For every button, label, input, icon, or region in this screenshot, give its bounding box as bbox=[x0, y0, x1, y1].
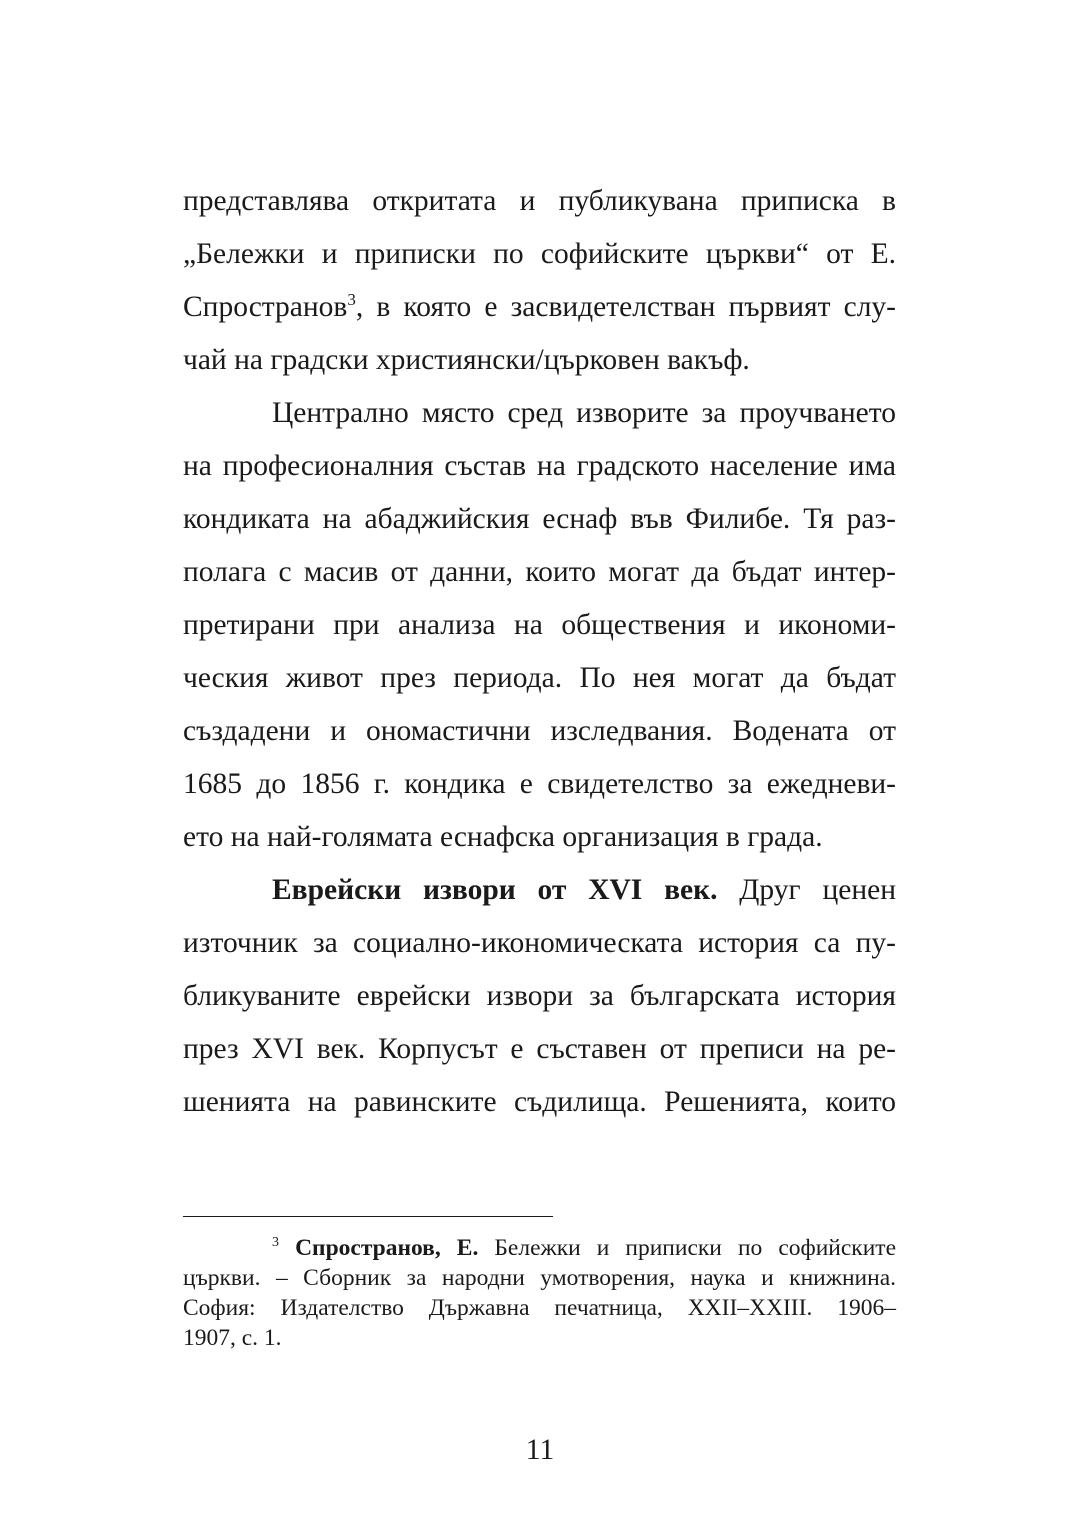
footnote-line-1 bbox=[272, 1234, 896, 1262]
body-line-4: чай на градски християнски/църковен вакъф. bbox=[183, 344, 750, 376]
body-line-3-text-after: , в която е засвидетелстван първият слу- bbox=[355, 291, 896, 323]
body-line-7: кондиката на абаджийския еснаф във Филибе. Тя раз- bbox=[183, 503, 896, 535]
footnote-line-2: църкви. – Сборник за народни умотворения, наука и книжнина. bbox=[183, 1265, 896, 1291]
body-line-9: претирани при анализа на обществения и икономи- bbox=[183, 609, 896, 641]
body-line-3-text: Спространов bbox=[183, 291, 348, 323]
body-line-13: ето на най-голямата еснафска организация в града. bbox=[183, 821, 823, 853]
body-line-15: източник за социално-икономическата история са пу- bbox=[183, 927, 896, 959]
footnote-title: Бележки и приписки по софийските bbox=[478, 1235, 897, 1261]
footnote-marker: 3 bbox=[272, 1235, 279, 1250]
page-number: 11 bbox=[525, 1434, 555, 1466]
footnote-author: Спространов, Е. bbox=[295, 1235, 479, 1261]
footnote-separator bbox=[183, 1216, 553, 1217]
body-line-16: бликуваните еврейски извори за българската история bbox=[183, 980, 896, 1012]
body-line-17: през XVI век. Корпусът е съставен от преписи на ре- bbox=[183, 1033, 896, 1065]
body-line-3 bbox=[183, 287, 896, 327]
body-line-5: Централно място сред изворите за проучването bbox=[272, 397, 896, 429]
body-line-14 bbox=[272, 870, 896, 910]
footnote-reference[interactable]: 3 bbox=[347, 290, 356, 309]
section-heading-inline: Еврейски извори от XVI век. bbox=[272, 874, 718, 906]
body-line-11: създадени и ономастични изследвания. Водената от bbox=[183, 715, 896, 747]
footnote-line-4: 1907, с. 1. bbox=[183, 1325, 282, 1351]
body-line-2: „Бележки и приписки по софийските църкви“ от Е. bbox=[183, 238, 896, 270]
footnote-line-3: София: Издателство Държавна печатница, XXII–XXIII. 1906– bbox=[183, 1295, 896, 1321]
body-line-14-text: Друг ценен bbox=[717, 874, 896, 906]
body-line-6: на професионалния състав на градското население има bbox=[183, 450, 896, 482]
body-line-8: полага с масив от данни, които могат да бъдат интер- bbox=[183, 556, 896, 588]
body-line-1: представлява откритата и публикувана приписка в bbox=[183, 185, 896, 217]
body-line-12: 1685 до 1856 г. кондика е свидетелство за ежедневи- bbox=[183, 768, 896, 800]
body-line-10: ческия живот през периода. По нея могат да бъдат bbox=[183, 662, 896, 694]
body-line-18: шенията на равинските съдилища. Решенията, които bbox=[183, 1086, 896, 1118]
